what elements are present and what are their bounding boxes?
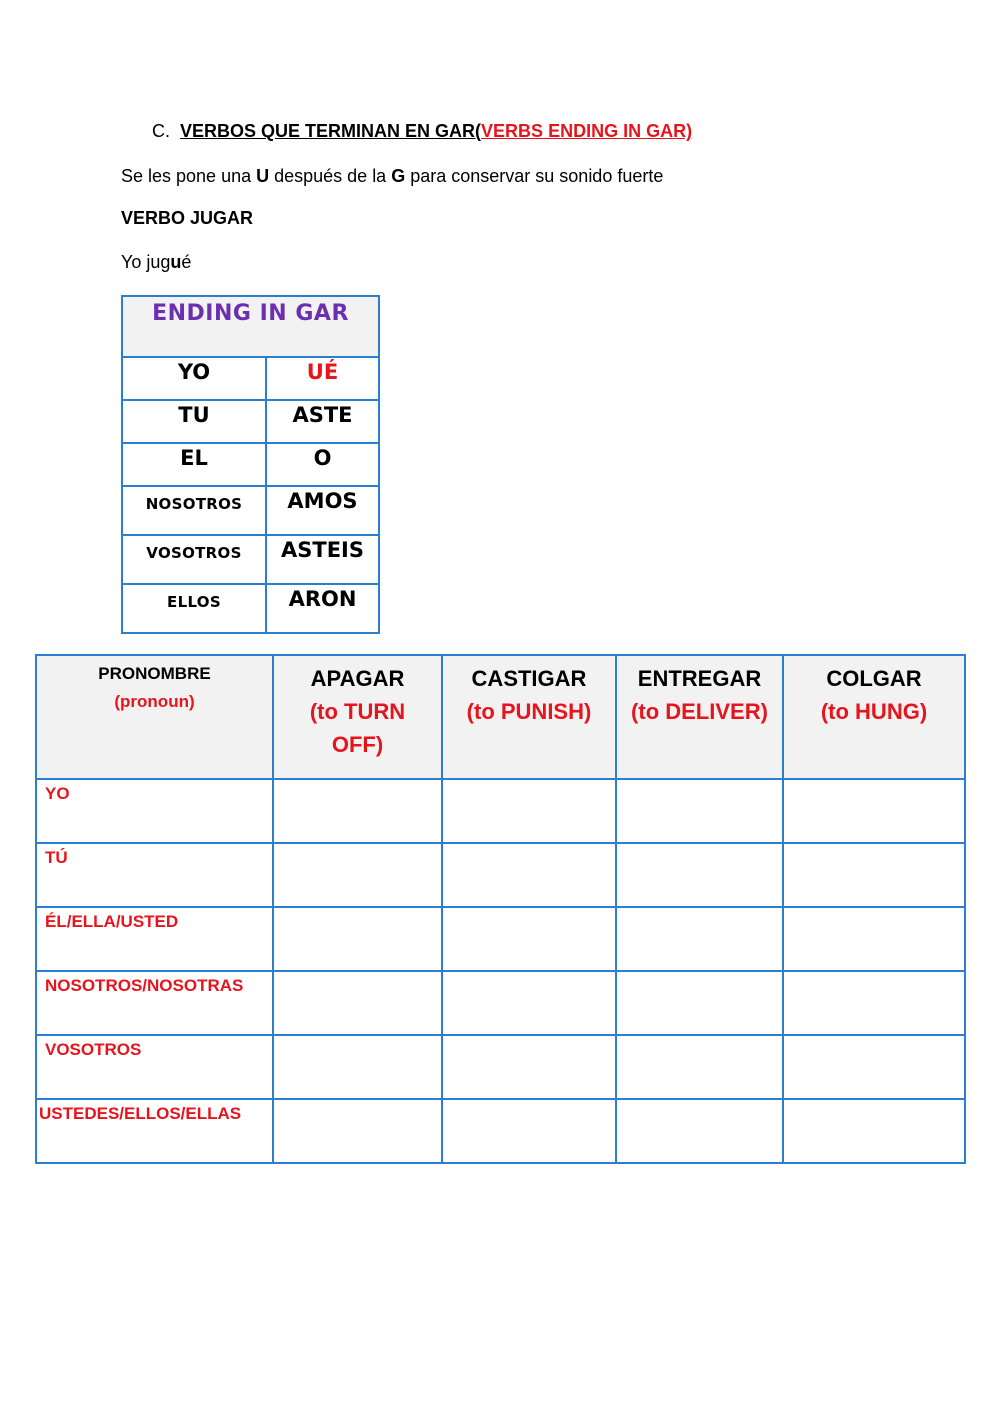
ending-pronoun: VOSOTROS [122, 535, 266, 584]
answer-cell[interactable] [616, 971, 783, 1035]
ending-suffix: ARON [266, 584, 379, 633]
ending-row [122, 357, 379, 400]
answer-cell[interactable] [273, 843, 442, 907]
pronoun-header [36, 655, 273, 779]
explanation-part2: después de la [269, 166, 392, 186]
answer-cell[interactable] [783, 779, 965, 843]
ending-table-header: ENDING IN GAR [122, 296, 379, 357]
ending-row [122, 400, 379, 443]
answer-cell[interactable] [273, 971, 442, 1035]
table-row [36, 907, 965, 971]
ending-pronoun: NOSOTROS [122, 486, 266, 535]
ending-pronoun: TU [122, 400, 266, 443]
answer-cell[interactable] [442, 843, 616, 907]
example-u: u [170, 252, 182, 272]
conjugation-header-row [36, 655, 965, 779]
verb-es: CASTIGAR [471, 666, 587, 691]
answer-cell[interactable] [616, 843, 783, 907]
answer-cell[interactable] [783, 1035, 965, 1099]
section-letter: C. [152, 121, 170, 141]
ending-row [122, 535, 379, 584]
pronoun-label: TÚ [36, 843, 273, 907]
pronoun-label: USTEDES/ELLOS/ELLAS [36, 1099, 273, 1163]
answer-cell[interactable] [616, 907, 783, 971]
ending-suffix: AMOS [266, 486, 379, 535]
answer-cell[interactable] [442, 1099, 616, 1163]
pronoun-label: NOSOTROS/NOSOTRAS [36, 971, 273, 1035]
answer-cell[interactable] [783, 843, 965, 907]
ending-suffix: ASTEIS [266, 535, 379, 584]
table-row [36, 1099, 965, 1163]
verb-es: COLGAR [826, 666, 922, 691]
answer-cell[interactable] [442, 779, 616, 843]
answer-cell[interactable] [616, 1035, 783, 1099]
pronoun-header-es: PRONOMBRE [98, 664, 211, 683]
verb-header-entregar [616, 655, 783, 779]
verb-header-colgar [783, 655, 965, 779]
example-part2: é [181, 252, 192, 272]
verb-es: ENTREGAR [637, 666, 762, 691]
ending-suffix: O [266, 443, 379, 486]
ending-table [121, 295, 380, 634]
ending-suffix: ASTE [266, 400, 379, 443]
pronoun-label: YO [36, 779, 273, 843]
verb-es: APAGAR [310, 666, 405, 691]
table-row [36, 843, 965, 907]
answer-cell[interactable] [616, 779, 783, 843]
pronoun-label: VOSOTROS [36, 1035, 273, 1099]
example-part1: Yo jug [121, 252, 171, 272]
example-sentence [121, 252, 191, 273]
answer-cell[interactable] [273, 779, 442, 843]
answer-cell[interactable] [783, 907, 965, 971]
ending-pronoun: YO [122, 357, 266, 400]
section-open-paren: ( [475, 121, 482, 141]
ending-suffix: UÉ [266, 357, 379, 400]
section-title: VERBOS QUE TERMINAN EN GAR [180, 121, 476, 141]
verb-en: (to TURN [309, 699, 406, 724]
pronoun-header-en: (pronoun) [114, 692, 195, 711]
explanation-g: G [391, 166, 406, 186]
section-title-english: VERBS ENDING IN GAR) [481, 121, 693, 141]
verb-en: (to DELIVER) [631, 699, 768, 724]
answer-cell[interactable] [273, 1099, 442, 1163]
answer-cell[interactable] [783, 1099, 965, 1163]
verb-en-line2: OFF) [331, 732, 384, 757]
ending-pronoun: ELLOS [122, 584, 266, 633]
answer-cell[interactable] [442, 971, 616, 1035]
ending-pronoun: EL [122, 443, 266, 486]
explanation-u: U [256, 166, 270, 186]
pronoun-label: ÉL/ELLA/USTED [36, 907, 273, 971]
ending-row [122, 486, 379, 535]
section-heading [152, 121, 692, 142]
verb-en: (to PUNISH) [466, 699, 592, 724]
conjugation-table [35, 654, 966, 1164]
answer-cell[interactable] [616, 1099, 783, 1163]
answer-cell[interactable] [442, 907, 616, 971]
table-row [36, 779, 965, 843]
ending-row [122, 584, 379, 633]
answer-cell[interactable] [273, 1035, 442, 1099]
answer-cell[interactable] [442, 1035, 616, 1099]
explanation-text [121, 166, 663, 187]
verb-header-apagar [273, 655, 442, 779]
answer-cell[interactable] [783, 971, 965, 1035]
explanation-part1: Se les pone una [121, 166, 257, 186]
verb-en: (to HUNG) [820, 699, 928, 724]
table-row [36, 971, 965, 1035]
ending-row [122, 443, 379, 486]
answer-cell[interactable] [273, 907, 442, 971]
verb-title: VERBO JUGAR [121, 208, 254, 228]
explanation-part3: para conservar su sonido fuerte [405, 166, 664, 186]
table-row [36, 1035, 965, 1099]
verb-header-castigar [442, 655, 616, 779]
